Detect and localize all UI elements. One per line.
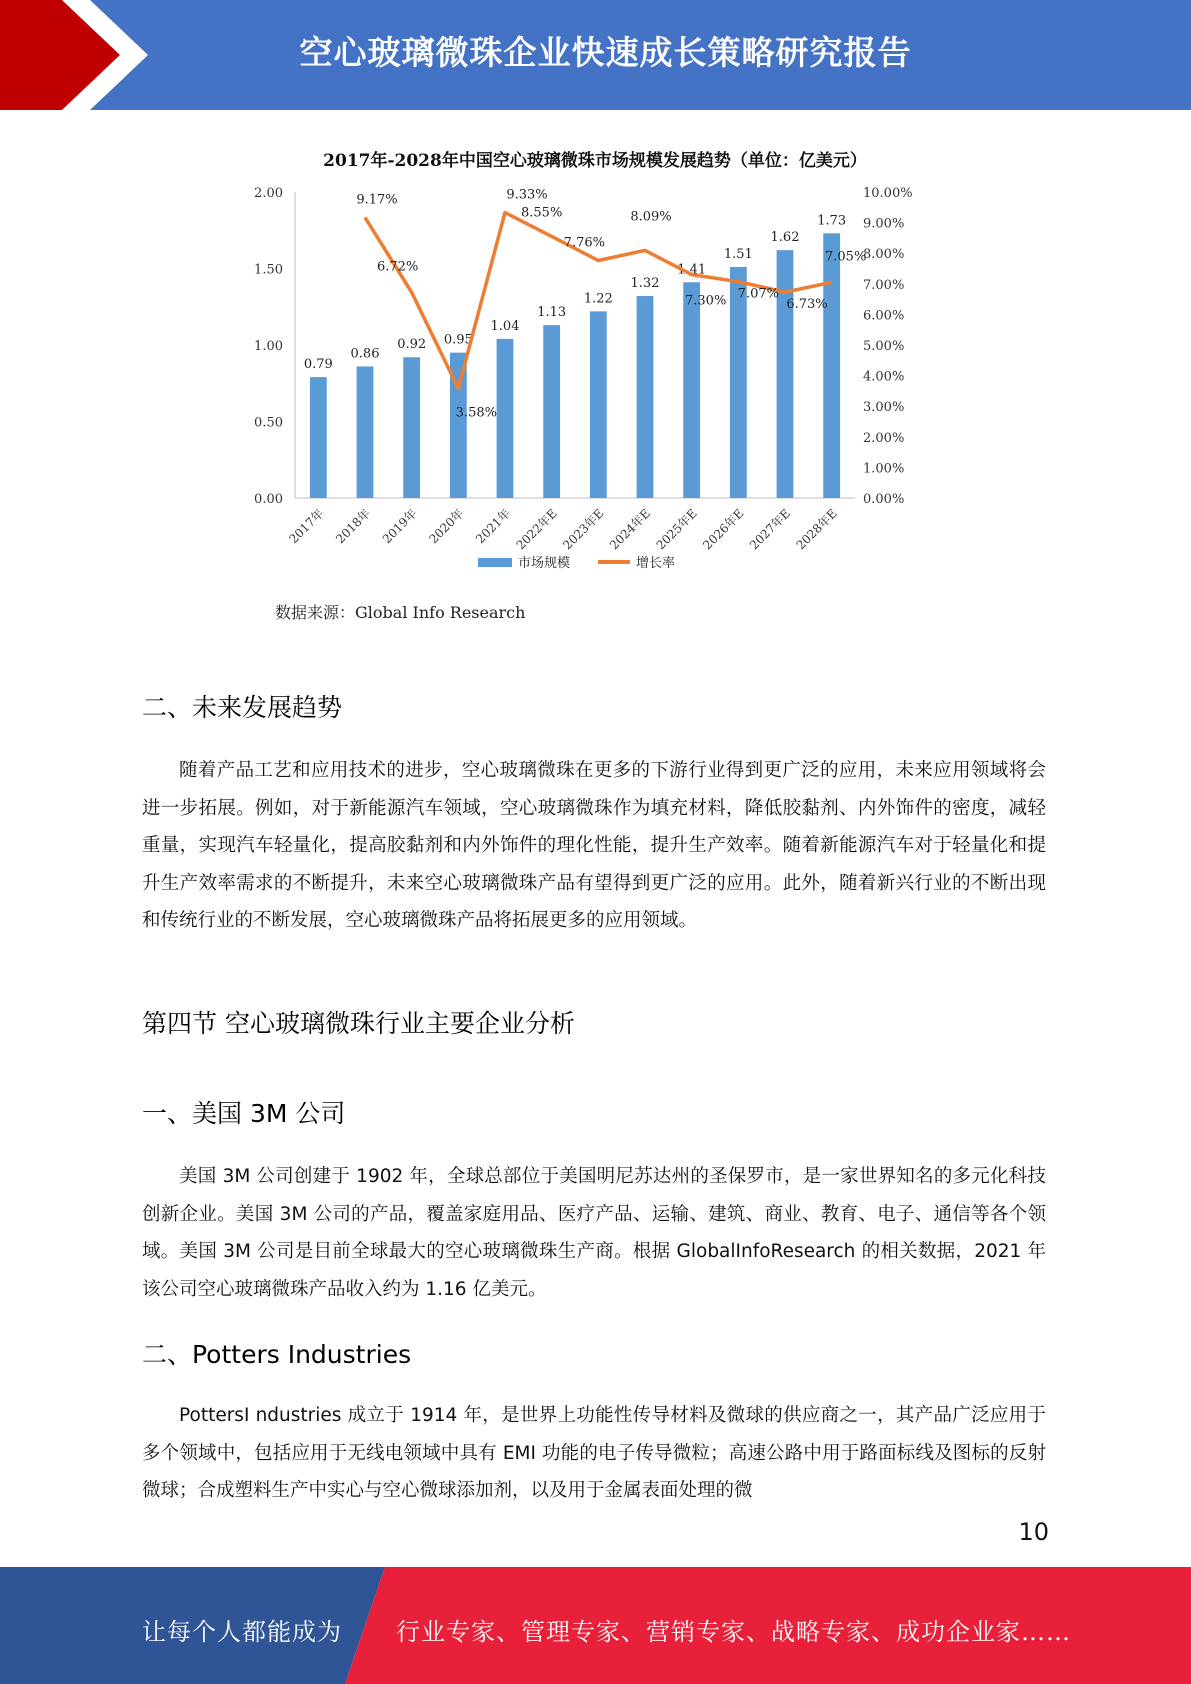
chart-source: 数据来源：Global Info Research bbox=[275, 603, 526, 622]
chart-bar bbox=[543, 325, 560, 498]
x-tick-label: 2019年 bbox=[379, 506, 420, 547]
bar-data-label: 0.95 bbox=[443, 332, 473, 348]
bar-data-label: 1.73 bbox=[817, 213, 847, 229]
line-data-label: 9.33% bbox=[506, 187, 548, 203]
company-3m-paragraph: 美国 3M 公司创建于 1902 年，全球总部位于美国明尼苏达州的圣保罗市，是一家世界知名的多元化科技创新企业。美国 3M 公司的产品，覆盖家庭用品、医疗产品、运输、建筑、商业、教育、电子、通信等各个领域。美国 3M 公司是目前全球最大的空心玻璃微珠生产商。根据 GlobalInfoResearch 的相关数据，2021 年该公司空心玻璃微珠产品收入约为 1.16 亿美元。 bbox=[142, 1166, 1046, 1300]
chart-bar bbox=[823, 233, 840, 498]
x-tick-label: 2023年E bbox=[560, 506, 607, 553]
bar-data-label: 1.22 bbox=[583, 291, 613, 307]
line-data-label: 3.58% bbox=[455, 405, 497, 421]
y-tick-label-right: 7.00% bbox=[863, 277, 905, 293]
y-tick-label-right: 0.00% bbox=[863, 492, 905, 507]
report-title: 空心玻璃微珠企业快速成长策略研究报告 bbox=[299, 33, 912, 72]
chart-bar bbox=[403, 357, 420, 498]
line-data-label: 6.73% bbox=[786, 297, 828, 313]
line-data-label: 9.17% bbox=[356, 192, 398, 208]
line-data-label: 7.30% bbox=[685, 293, 727, 309]
y-tick-label-left: 1.00 bbox=[254, 339, 283, 354]
line-data-label: 8.09% bbox=[630, 209, 672, 225]
page-header bbox=[0, 0, 1191, 110]
chart-bar bbox=[637, 296, 654, 498]
bar-data-label: 1.13 bbox=[537, 305, 567, 321]
x-tick-label: 2022年E bbox=[513, 506, 560, 553]
market-size-chart bbox=[230, 140, 990, 630]
y-tick-label-left: 2.00 bbox=[254, 186, 283, 201]
x-tick-label: 2028年E bbox=[793, 506, 840, 553]
chart-title: 2017年-2028年中国空心玻璃微珠市场规模发展趋势（单位：亿美元） bbox=[323, 151, 867, 171]
bar-data-label: 1.32 bbox=[630, 276, 660, 292]
line-data-label: 7.07% bbox=[737, 286, 779, 302]
bar-data-label: 1.51 bbox=[723, 246, 753, 262]
trend-paragraph: 随着产品工艺和应用技术的进步，空心玻璃微珠在更多的下游行业得到更广泛的应用，未来应用领域将会进一步拓展。例如，对于新能源汽车领域，空心玻璃微珠作为填充材料，降低胶黏剂、内外饰件的密度，减轻重量，实现汽车轻量化，提高胶黏剂和内外饰件的理化性能，提升生产效率。随着新能源汽车对于轻量化和提升生产效率需求的不断提升，未来空心玻璃微珠产品有望得到更广泛的应用。此外，随着新兴行业的不断出现和传统行业的不断发展，空心玻璃微珠产品将拓展更多的应用领域。 bbox=[142, 760, 1046, 931]
x-tick-label: 2025年E bbox=[653, 506, 700, 553]
section-heading-3m: 一、美国 3M 公司 bbox=[142, 1099, 346, 1128]
x-tick-label: 2027年E bbox=[746, 506, 794, 553]
bar-data-label: 1.41 bbox=[677, 262, 707, 278]
y-tick-label-right: 4.00% bbox=[863, 369, 905, 385]
chart-bar bbox=[497, 339, 514, 498]
footer-slogan-right: 行业专家、管理专家、营销专家、战略专家、成功企业家…… bbox=[396, 1618, 1071, 1646]
y-tick-label-right: 9.00% bbox=[863, 216, 905, 232]
section-heading-trend: 二、未来发展趋势 bbox=[142, 693, 343, 722]
legend-label-bar: 市场规模 bbox=[518, 556, 571, 571]
x-tick-label: 2024年E bbox=[606, 506, 654, 553]
section-heading-potters: 二、Potters Industries bbox=[142, 1340, 412, 1369]
bar-data-label: 0.79 bbox=[303, 357, 333, 373]
line-data-label: 7.76% bbox=[563, 235, 605, 251]
x-tick-label: 2021年 bbox=[473, 506, 514, 547]
x-tick-label: 2018年 bbox=[333, 506, 374, 547]
y-tick-label-right: 8.00% bbox=[863, 247, 905, 263]
company-potters-paragraph: PottersI ndustries 成立于 1914 年，是世界上功能性传导材料及微球的供应商之一，其产品广泛应用于多个领域中，包括应用于无线电领域中具有 EMI 功能的电子传导微粒；高速公路中用于路面标线及图标的反射微球；合成塑料生产中实心与空心微球添加剂，以及用于金属表面处理的微 bbox=[142, 1405, 1046, 1501]
y-tick-label-right: 1.00% bbox=[863, 461, 905, 477]
chart-bar bbox=[310, 377, 327, 498]
bar-data-label: 1.62 bbox=[770, 230, 800, 246]
bar-data-label: 1.04 bbox=[490, 318, 520, 334]
x-tick-label: 2020年 bbox=[426, 506, 467, 547]
y-tick-label-left: 1.50 bbox=[254, 262, 283, 278]
footer-slogan-left: 让每个人都能成为 bbox=[142, 1618, 342, 1646]
x-tick-label: 2026年E bbox=[700, 506, 747, 553]
line-data-label: 8.55% bbox=[521, 205, 563, 221]
line-data-label: 6.72% bbox=[377, 259, 419, 275]
page-number: 10 bbox=[1018, 1518, 1049, 1546]
y-tick-label-right: 6.00% bbox=[863, 308, 905, 324]
chapter-heading: 第四节 空心玻璃微珠行业主要企业分析 bbox=[142, 1009, 575, 1038]
y-tick-label-left: 0.00 bbox=[254, 492, 283, 507]
chart-plot bbox=[230, 140, 990, 590]
chart-bar bbox=[777, 250, 794, 498]
y-tick-label-right: 5.00% bbox=[863, 339, 905, 354]
y-tick-label-right: 3.00% bbox=[863, 400, 905, 416]
chart-bar bbox=[590, 311, 607, 498]
x-tick-label: 2017年 bbox=[286, 506, 327, 547]
legend-label-line: 增长率 bbox=[636, 556, 676, 571]
legend-swatch-bar bbox=[478, 558, 512, 567]
chart-bar bbox=[683, 282, 700, 498]
chart-bar bbox=[357, 366, 374, 498]
line-data-label: 7.05% bbox=[825, 249, 867, 265]
y-tick-label-right: 10.00% bbox=[863, 186, 913, 201]
bar-data-label: 0.92 bbox=[397, 337, 427, 353]
y-tick-label-left: 0.50 bbox=[254, 415, 283, 431]
bar-data-label: 0.86 bbox=[350, 346, 380, 362]
y-tick-label-right: 2.00% bbox=[863, 430, 905, 446]
